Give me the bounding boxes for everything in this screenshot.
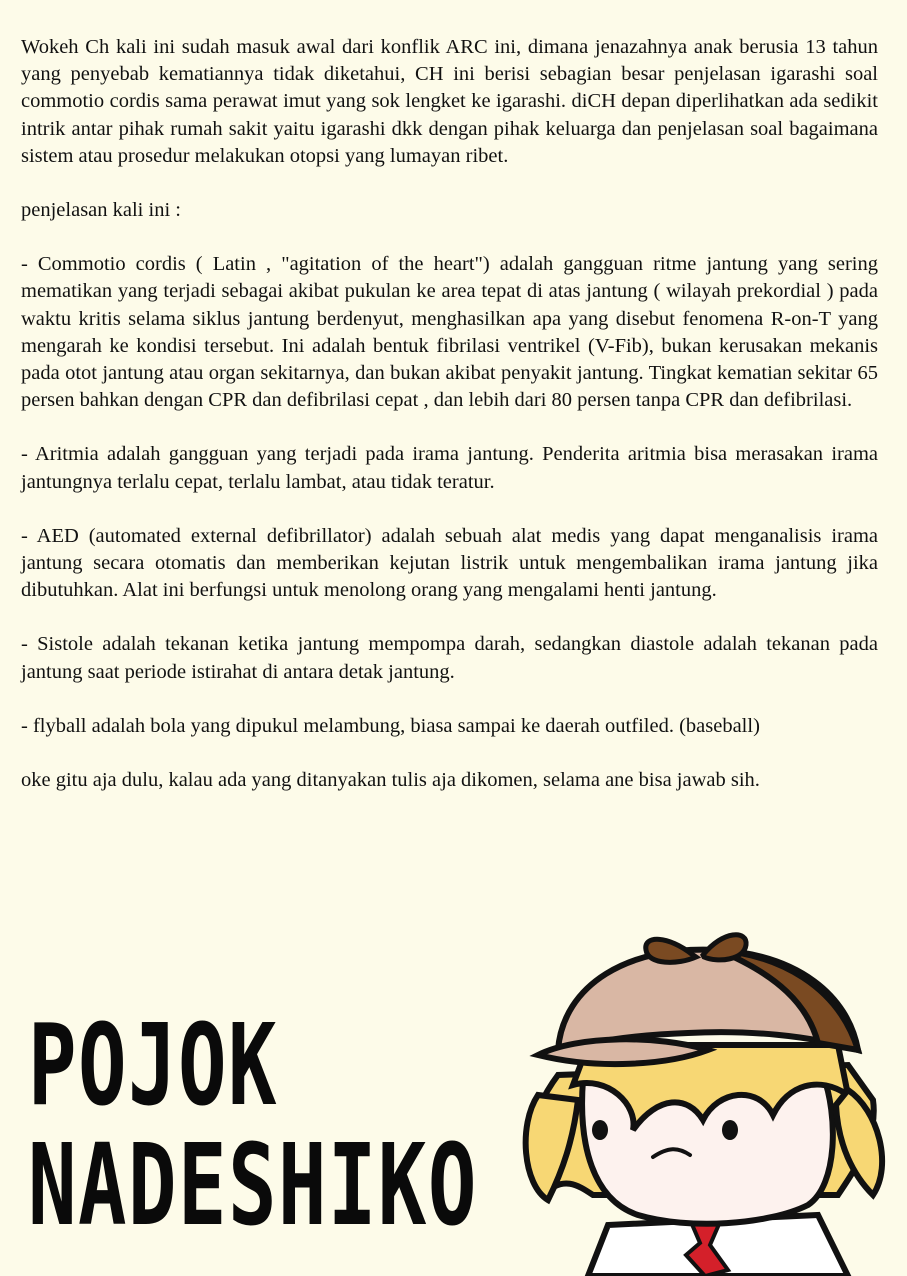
article-body: [21, 34, 878, 821]
aritmia-paragraph: - Aritmia adalah gangguan yang terjadi pada irama jantung. Penderita aritmia bisa merasakan irama jantungnya terlalu cepat, terlalu lambat, atau tidak teratur.: [21, 443, 878, 493]
title-line-1: POJOK: [28, 1001, 278, 1131]
detective-girl-mascot-icon: [518, 925, 907, 1276]
closing-paragraph: oke gitu aja dulu, kalau ada yang ditanyakan tulis aja dikomen, selama ane bisa jawab sih.: [21, 769, 760, 792]
sistole-paragraph: - Sistole adalah tekanan ketika jantung mempompa darah, sedangkan diastole adalah tekanan pada jantung saat periode istirahat di antara detak jantung.: [21, 633, 878, 683]
intro-paragraph: Wokeh Ch kali ini sudah masuk awal dari konflik ARC ini, dimana jenazahnya anak berusia 13 tahun yang penyebab kematiannya tidak diketahui, CH ini berisi sebagian besar penjelasan igarashi soal commotio cordis sama perawat imut yang sok lengket ke igarashi. diCH depan diperlihatkan ada sedikit intrik antar pihak rumah sakit yaitu igarashi dkk dengan pihak keluarga dan penjelasan soal bagaimana sistem atau prosedur melakukan otopsi yang lumayan ribet.: [21, 36, 878, 167]
title-line-2: NADESHIKO: [28, 1121, 478, 1251]
commotio-cordis-paragraph: - Commotio cordis ( Latin , "agitation of the heart") adalah gangguan ritme jantung yang sering mematikan yang terjadi sebagai akibat pukulan ke area tepat di atas jantung ( wilayah prekordial ) pada waktu kritis selama siklus jantung berdenyut, menghasilkan apa yang disebut fenomena R-on-T yang mengarah ke kondisi tersebut. Ini adalah bentuk fibrilasi ventrikel (V-Fib), bukan kerusakan mekanis pada otot jantung atau organ sekitarnya, dan bukan akibat penyakit jantung. Tingkat kematian sekitar 65 persen bahkan dengan CPR dan defibrilasi cepat , dan lebih dari 80 persen tanpa CPR dan defibrilasi.: [21, 253, 878, 412]
flyball-paragraph: - flyball adalah bola yang dipukul melambung, biasa sampai ke daerah outfiled. (baseball): [21, 714, 760, 737]
aed-paragraph: - AED (automated external defibrillator) adalah sebuah alat medis yang dapat menganalisis irama jantung secara otomatis dan memberikan kejutan listrik untuk mengembalikan irama jantung jika dibutuhkan. Alat ini berfungsi untuk menolong orang yang mengalami henti jantung.: [21, 524, 878, 602]
section-heading: penjelasan kali ini :: [21, 199, 181, 222]
